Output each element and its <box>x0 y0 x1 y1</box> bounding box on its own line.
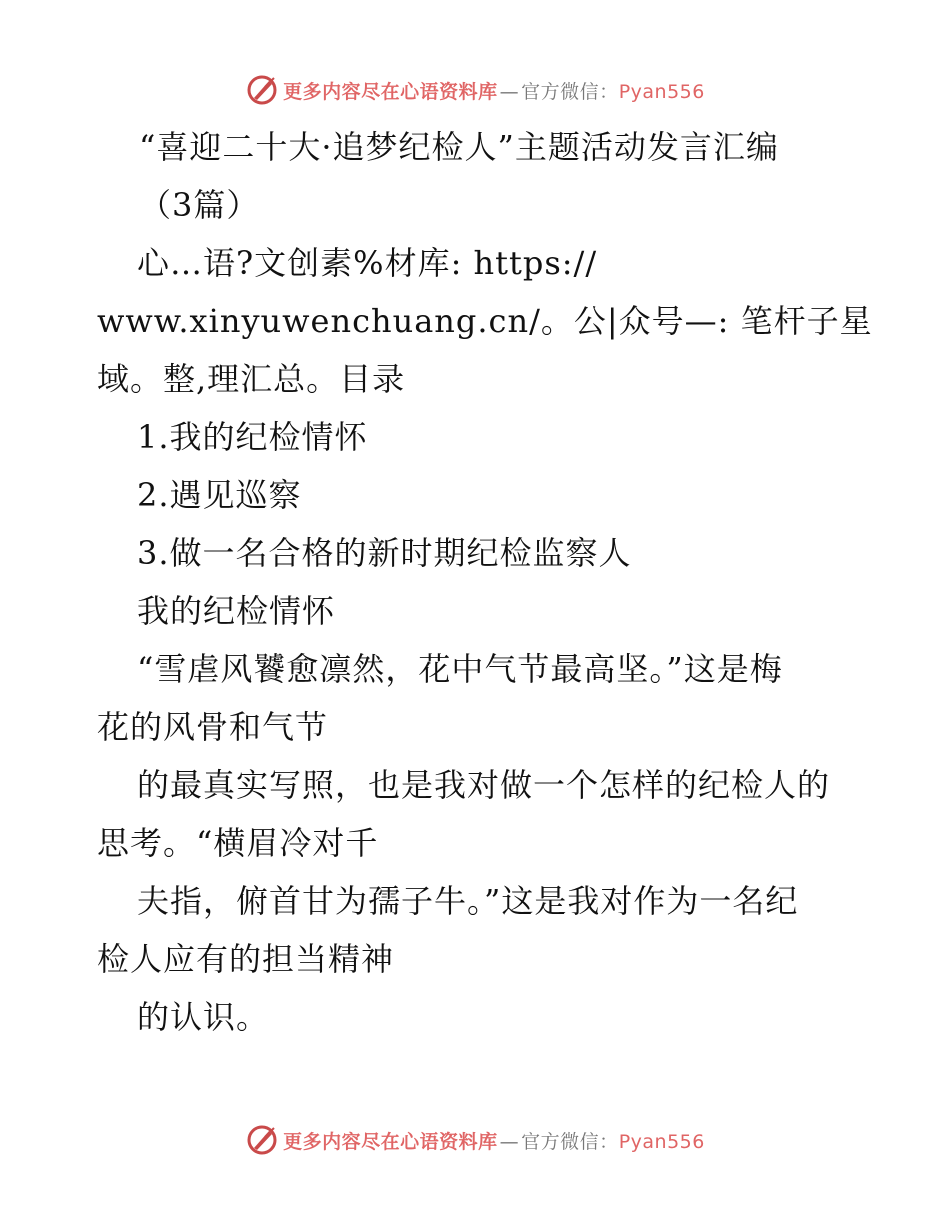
banner-dash: — <box>499 80 520 103</box>
banner-site-name: 更多内容尽在心语资料库 <box>283 1130 498 1153</box>
toc-item-2: 2.遇见巡察 <box>137 476 302 514</box>
banner-wechat-label: 官方微信： <box>521 80 619 103</box>
quill-logo-icon <box>245 1123 279 1157</box>
toc-item-3: 3.做一名合格的新时期纪检监察人 <box>137 534 632 572</box>
body-line: 思考。“横眉冷对千 <box>97 824 379 862</box>
document-title-line-1: “喜迎二十大·追梦纪检人”主题活动发言汇编 <box>139 128 779 166</box>
body-line: 的认识。 <box>137 998 270 1036</box>
banner-site-name: 更多内容尽在心语资料库 <box>283 80 498 103</box>
body-line: 夫指，俯首甘为孺子牛。”这是我对作为一名纪 <box>137 882 799 920</box>
body-line: 检人应有的担当精神 <box>97 940 395 978</box>
header-watermark-banner <box>0 70 950 110</box>
body-line: “雪虐风饕愈凛然，花中气节最高坚。”这是梅 <box>137 650 783 688</box>
source-line-2: www.xinyuwenchuang.cn/。公|众号—: 笔杆子星 <box>97 302 873 340</box>
body-line: 花的风骨和气节 <box>97 708 329 746</box>
source-line-3: 域。整,理汇总。目录 <box>97 360 406 398</box>
footer-watermark-banner <box>0 1120 950 1160</box>
banner-text <box>283 1127 705 1154</box>
banner-wechat-id: Pyan556 <box>618 1130 705 1153</box>
document-title-line-2: （3篇） <box>139 186 260 224</box>
document-body <box>97 118 873 1046</box>
banner-wechat-label: 官方微信： <box>521 1130 619 1153</box>
banner-wechat-id: Pyan556 <box>618 80 705 103</box>
body-line: 的最真实写照，也是我对做一个怎样的纪检人的 <box>137 766 831 804</box>
banner-dash: — <box>499 1130 520 1153</box>
banner-text <box>283 77 705 104</box>
section-heading: 我的纪检情怀 <box>137 592 336 630</box>
source-line-1: 心…语?文创素%材库: https:// <box>137 244 598 282</box>
toc-item-1: 1.我的纪检情怀 <box>137 418 368 456</box>
quill-logo-icon <box>245 73 279 107</box>
